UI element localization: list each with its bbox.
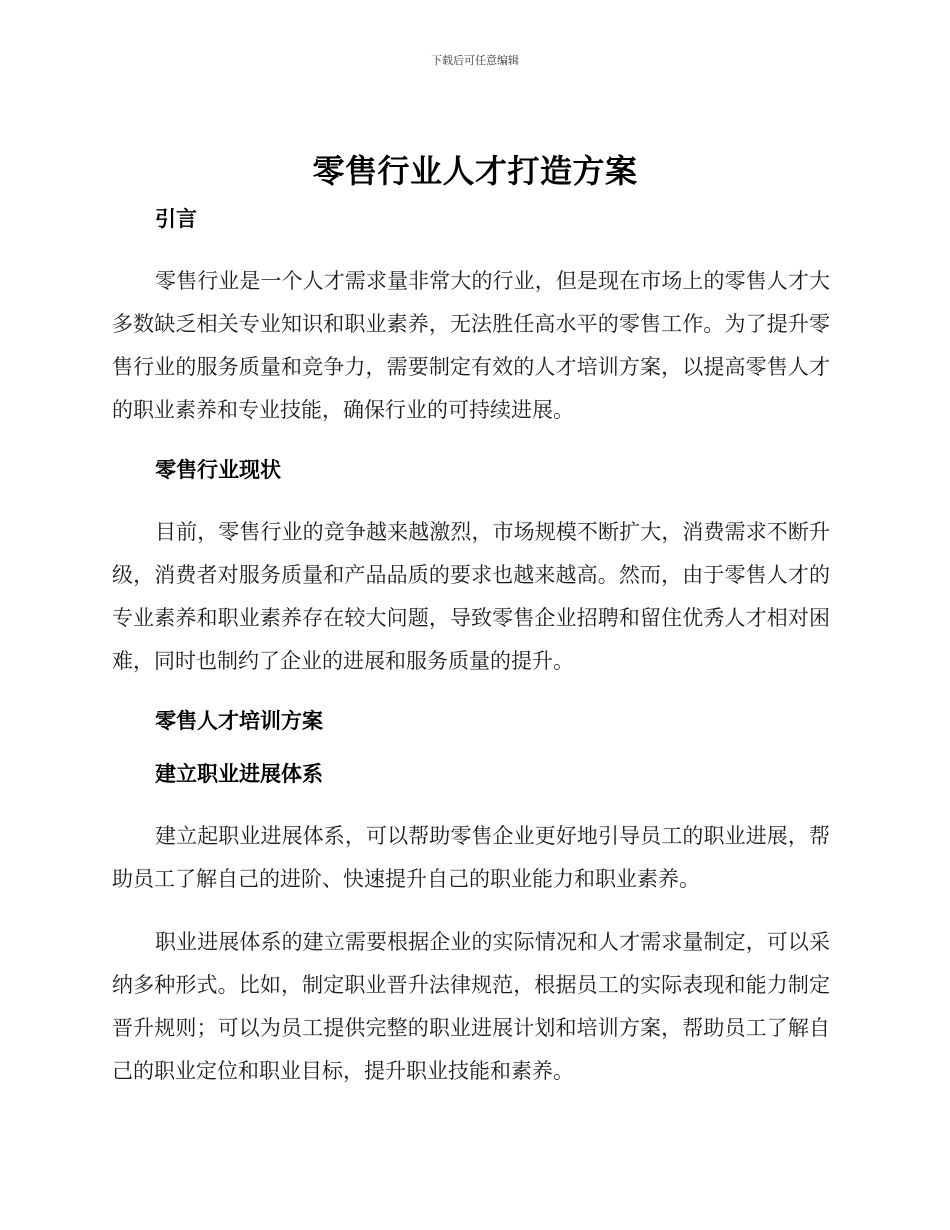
section-heading-status: 零售行业现状 bbox=[155, 458, 281, 482]
document-title: 零售行业人才打造方案 bbox=[312, 152, 638, 190]
spacer bbox=[112, 432, 830, 455]
header-note: 下载后可任意编辑 bbox=[431, 54, 519, 67]
spacer bbox=[112, 789, 830, 815]
paragraph-intro: 零售行业是一个人才需求量非常大的行业，但是现在市场上的零售人才大多数缺乏相关专业知识和职业素养，无法胜任高水平的零售工作。为了提升零售行业的服务质量和竞争力，需要制定有效的人才培训方案，以提高零售人才的职业素养和专业技能，确保行业的可持续进展。 bbox=[112, 269, 830, 422]
paragraph-career-2: 职业进展体系的建立需要根据企业的实际情况和人才需求量制定，可以采纳多种形式。比如，制定职业晋升法律规范，根据员工的实际表现和能力制定晋升规则；可以为员工提供完整的职业进展计划和培训方案，帮助员工了解自己的职业定位和职业目标，提升职业技能和素养。 bbox=[112, 930, 830, 1083]
spacer bbox=[112, 485, 830, 511]
spacer bbox=[112, 736, 830, 759]
spacer bbox=[112, 683, 830, 706]
section-heading-career: 建立职业进展体系 bbox=[155, 762, 323, 786]
section-heading-intro: 引言 bbox=[155, 207, 197, 231]
spacer bbox=[112, 234, 830, 260]
spacer bbox=[112, 901, 830, 921]
document-body bbox=[112, 204, 830, 1093]
paragraph-career-1: 建立起职业进展体系，可以帮助零售企业更好地引导员工的职业进展，帮助员工了解自己的进阶、快速提升自己的职业能力和职业素养。 bbox=[112, 824, 830, 891]
section-heading-plan: 零售人才培训方案 bbox=[155, 709, 323, 733]
paragraph-status: 目前，零售行业的竞争越来越激烈，市场规模不断扩大，消费需求不断升级，消费者对服务质量和产品品质的要求也越来越高。然而，由于零售人才的专业素养和职业素养存在较大问题，导致零售企业招聘和留住优秀人才相对困难，同时也制约了企业的进展和服务质量的提升。 bbox=[112, 520, 830, 673]
